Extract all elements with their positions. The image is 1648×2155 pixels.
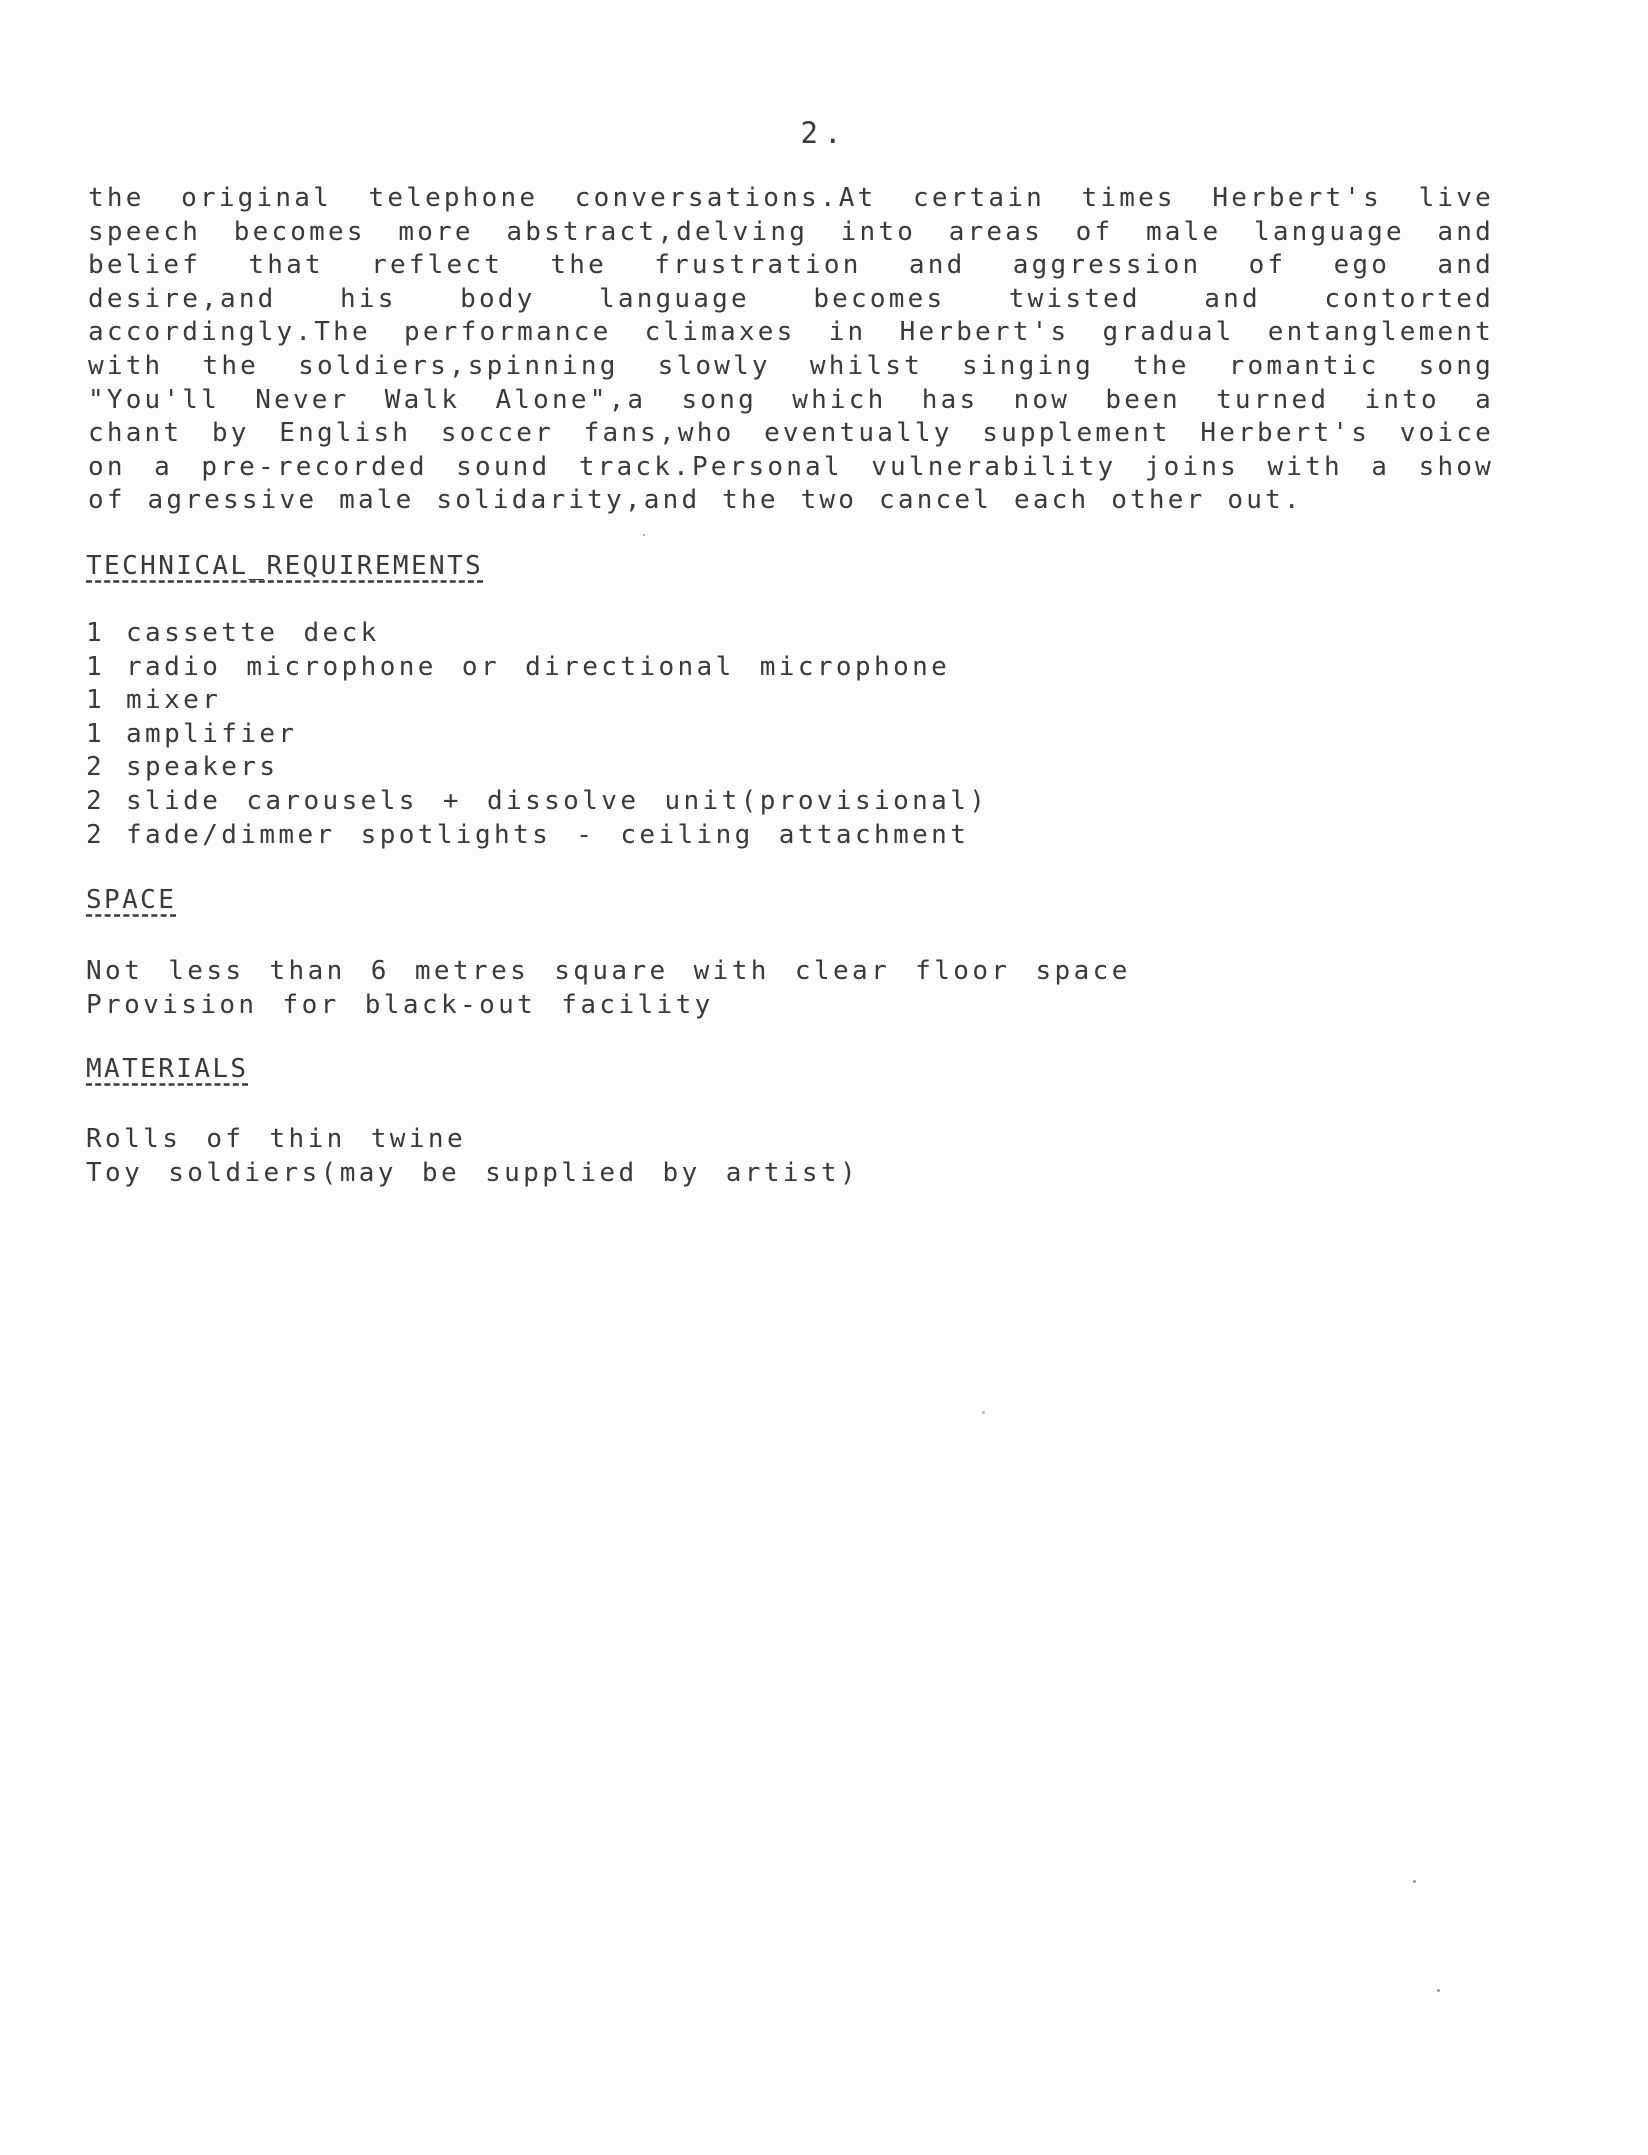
item-text: mixer: [126, 685, 222, 716]
materials-heading: MATERIALS: [86, 1054, 249, 1084]
list-item: Provision for black-out facility: [86, 989, 714, 1020]
item-quantity: 2: [86, 819, 106, 850]
list-item: Not less than 6 metres square with clear floor space: [86, 956, 1131, 986]
paper-speck: [982, 1411, 985, 1414]
item-text: cassette deck: [126, 618, 380, 648]
technical-requirements-heading: TECHNICAL_REQUIREMENTS: [86, 551, 484, 581]
body-line: chant by English soccer fans,who eventually supplement Herbert's voice: [88, 418, 1494, 449]
paper-speck: [1413, 1880, 1416, 1883]
technical-requirements-list: [86, 617, 988, 852]
item-quantity: 1: [86, 618, 106, 648]
body-line: accordingly.The performance climaxes in Herbert's gradual entanglement: [88, 317, 1494, 348]
item-quantity: 1: [86, 718, 106, 749]
list-item: [86, 718, 988, 752]
page-number: 2.: [800, 116, 848, 150]
body-paragraph: [88, 182, 1494, 518]
item-text: radio microphone or directional microphone: [126, 651, 951, 682]
list-item: [86, 785, 988, 819]
list-item: Rolls of thin twine: [86, 1124, 467, 1154]
paper-speck: [1437, 1989, 1440, 1992]
body-line: the original telephone conversations.At certain times Herbert's live: [88, 183, 1494, 213]
body-line: on a pre-recorded sound track.Personal vulnerability joins with a show: [88, 451, 1494, 482]
body-line: belief that reflect the frustration and aggression of ego and: [88, 250, 1494, 281]
item-quantity: 2: [86, 752, 106, 783]
item-quantity: 1: [86, 685, 106, 716]
space-list: [86, 955, 1131, 1022]
list-item: [86, 684, 988, 718]
materials-list: [86, 1123, 859, 1190]
list-item: [86, 617, 988, 651]
item-quantity: 1: [86, 651, 106, 682]
body-line: with the soldiers,spinning slowly whilst singing the romantic song: [88, 350, 1494, 381]
list-item: [86, 751, 988, 785]
item-text: amplifier: [126, 718, 298, 749]
list-item: Toy soldiers(may be supplied by artist): [86, 1157, 860, 1188]
item-text: fade/dimmer spotlights - ceiling attachment: [126, 819, 970, 850]
item-text: speakers: [126, 752, 279, 783]
paper-speck: [643, 534, 645, 536]
body-line: "You'll Never Walk Alone",a song which has now been turned into a: [88, 384, 1494, 415]
list-item: [86, 651, 988, 685]
body-line: desire,and his body language becomes twisted and contorted: [88, 283, 1494, 314]
space-heading: SPACE: [86, 885, 177, 915]
list-item: [86, 819, 988, 853]
body-line: speech becomes more abstract,delving into areas of male language and: [88, 216, 1494, 247]
item-quantity: 2: [86, 785, 106, 816]
item-text: slide carousels + dissolve unit(provisional): [126, 785, 989, 816]
body-line: of agressive male solidarity,and the two cancel each other out.: [88, 485, 1303, 516]
